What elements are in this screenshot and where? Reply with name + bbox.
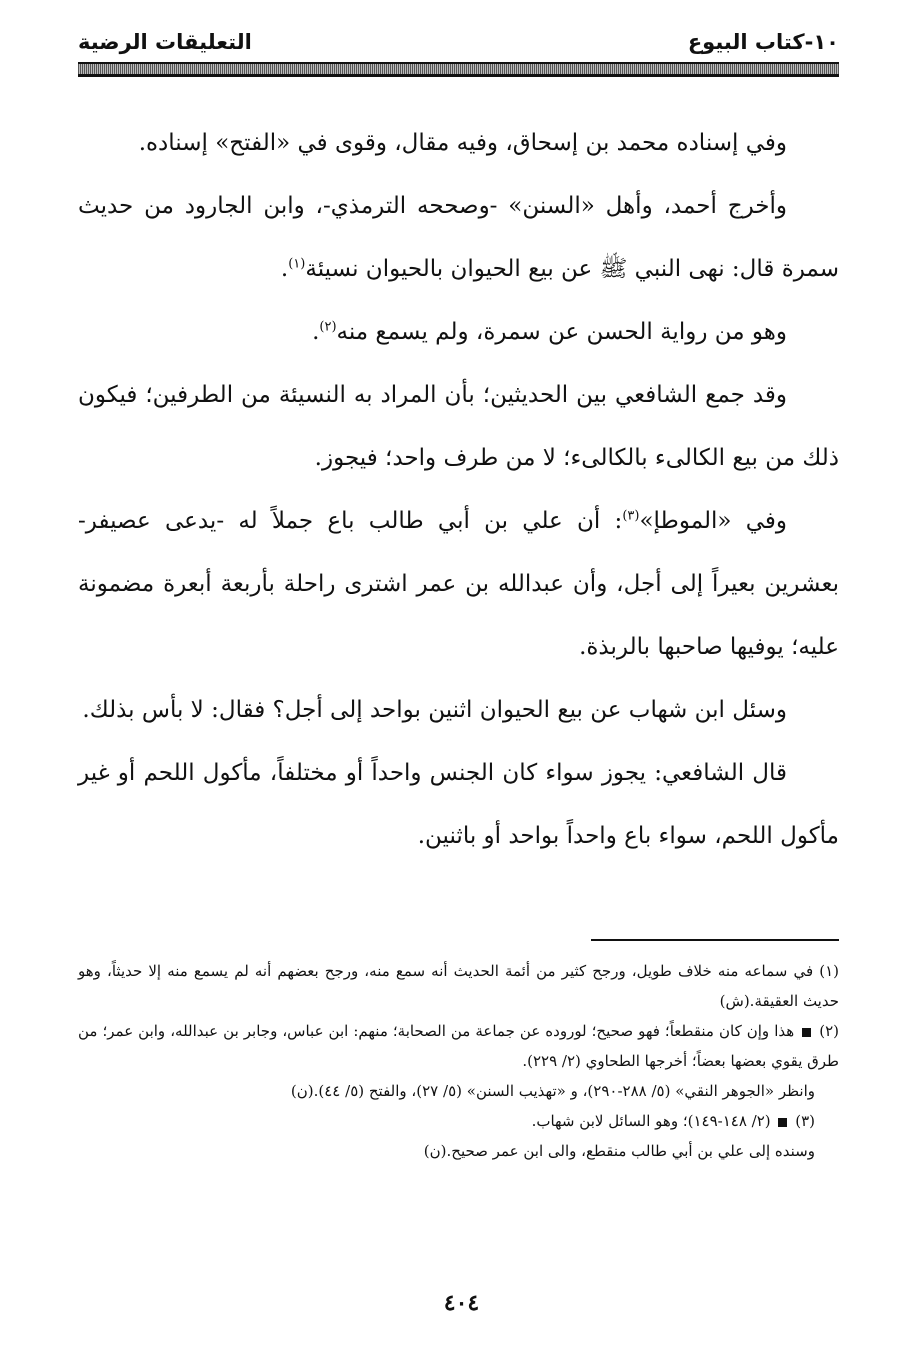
paragraph: قال الشافعي: يجوز سواء كان الجنس واحداً أو مختلفاً، مأكول اللحم أو غير مأكول اللحم، سواء باع واحداً بواحد أو باثنين. [78,760,839,849]
paragraph: وأخرج أحمد، وأهل «السنن» -وصححه الترمذي-، وابن الجارود من حديث سمرة قال: نهى النبي ﷺ عن بيع الحيوان بالحيوان نسيئة$^{(١)}$. [78,193,839,282]
footnote: (١) في سماعه منه خلاف طويل، ورجح كثير من أئمة الحديث أنه سمع منه، ورجح بعضهم أنه لم يسمع منه إلا حديثاً، وهو حديث العقيقة.(ش) [78,962,839,1010]
running-header [78,28,839,64]
footnote-divider [591,939,839,941]
page-number: ٤٠٤ [443,1290,480,1316]
square-marker-icon [778,1118,787,1127]
paragraph: وفي إسناده محمد بن إسحاق، وفيه مقال، وقوى في «الفتح» إسناده. [138,130,787,156]
chapter-title: ١٠-كتاب البيوع [687,30,839,54]
footnote: وسنده إلى علي بن أبي طالب منقطع، والى ابن عمر صحيح.(ن) [423,1142,815,1160]
square-marker-icon [802,1028,811,1037]
footnote: (٢) هذا وإن كان منقطعاً؛ فهو صحيح؛ لوروده عن جماعة من الصحابة؛ منهم: ابن عباس، وجابر بن عبدالله، وابن عمر؛ من طرق يقوي بعضها بعضاً؛ أخرجها الطحاوي (٢/ ٢٢٩). [78,1022,839,1070]
paragraph: وسئل ابن شهاب عن بيع الحيوان اثنين بواحد إلى أجل؟ فقال: لا بأس بذلك. [82,697,787,723]
book-title: التعليقات الرضية [78,30,252,54]
footnote-ref[interactable]: (١) [288,256,306,272]
footnote: (٣) (٢/ ١٤٨-١٤٩)؛ وهو السائل لابن شهاب. [531,1112,815,1130]
paragraph: وهو من رواية الحسن عن سمرة، ولم يسمع منه$^{(٢)}$. [312,319,787,345]
paragraph: وقد جمع الشافعي بين الحديثين؛ بأن المراد به النسيئة من الطرفين؛ فيكون ذلك من بيع الكالىء بالكالىء؛ لا من طرف واحد؛ فيجوز. [78,382,839,471]
footnotes [78,956,839,1166]
footnote-ref[interactable]: (٢) [319,319,337,335]
main-text [78,112,839,868]
footnote: وانظر «الجوهر النقي» (٥/ ٢٨٨-٢٩٠)، و «تهذيب السنن» (٥/ ٢٧)، والفتح (٥/ ٤٤).(ن) [290,1082,815,1100]
paragraph: وفي «الموطإ»$^{(٣)}$: أن علي بن أبي طالب باع جملاً له -يدعى عصيفر- بعشرين بعيراً إلى أجل، وأن عبدالله بن عمر اشترى راحلة بأربعة أبعرة مضمونة عليه؛ يوفيها صاحبها بالربذة. [78,508,839,660]
header-divider [78,62,839,77]
footnote-ref[interactable]: (٣) [622,508,640,524]
